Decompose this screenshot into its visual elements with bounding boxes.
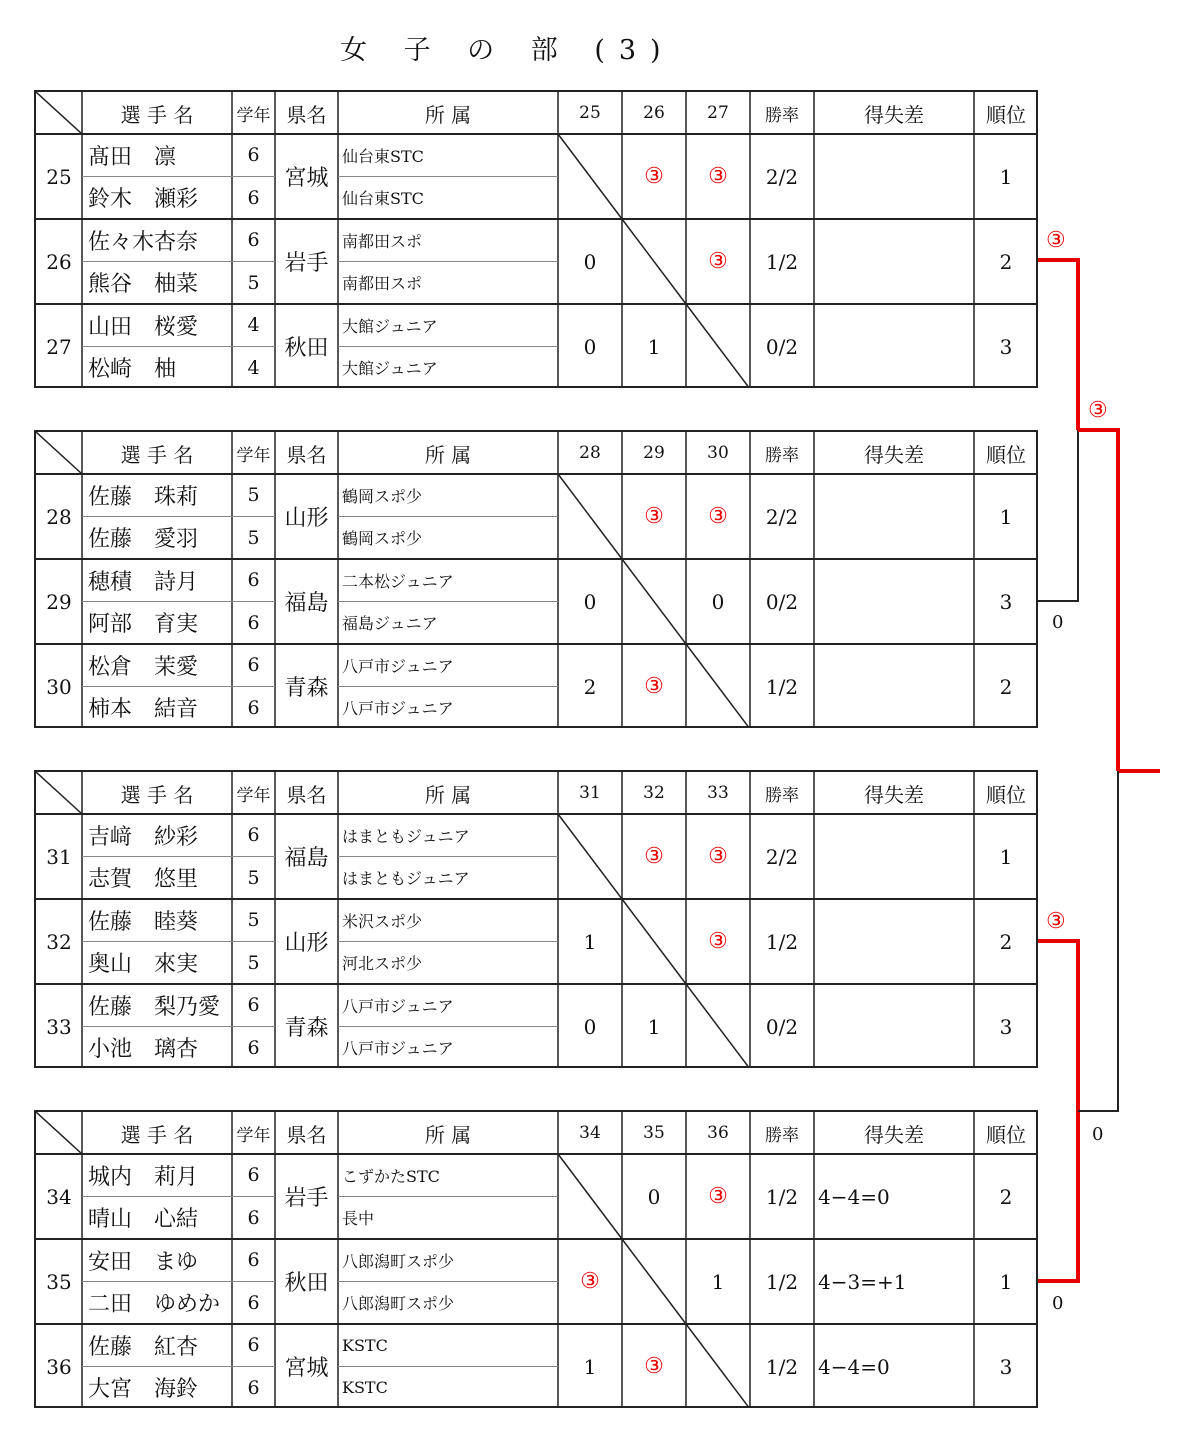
header-match-col: 25 <box>579 103 601 123</box>
player-affiliation: はまともジュニア <box>342 826 470 846</box>
match-result: ③ <box>644 1354 664 1379</box>
win-rate: 0/2 <box>765 334 799 359</box>
win-rate: 1/2 <box>765 929 799 954</box>
match-result: ③ <box>708 164 728 189</box>
header-match-col: 28 <box>579 443 601 463</box>
header-grade: 学年 <box>236 105 271 126</box>
team-rank: 3 <box>999 1354 1013 1379</box>
header-affiliation: 所 属 <box>424 782 472 807</box>
team-rank: 1 <box>999 164 1013 189</box>
player-name: 柿本 結音 <box>88 697 199 723</box>
player-affiliation: 八郎潟町スポ少 <box>342 1294 455 1314</box>
player-affiliation: 米沢スポ少 <box>342 911 423 931</box>
goal-difference: 4−4=0 <box>818 1354 890 1379</box>
player-grade: 4 <box>247 356 260 379</box>
header-win-rate: 勝率 <box>765 785 799 806</box>
player-grade: 4 <box>247 314 260 337</box>
bracket-score-semi2-loser: 0 <box>1092 1124 1104 1145</box>
player-name: 奥山 來実 <box>88 952 199 978</box>
team-number: 34 <box>46 1184 72 1209</box>
player-name: 穂積 詩月 <box>88 569 199 595</box>
player-name: 安田 まゆ <box>88 1249 199 1275</box>
player-affiliation: こずかたSTC <box>342 1166 440 1186</box>
player-grade: 6 <box>247 824 260 847</box>
team-rank: 2 <box>999 249 1013 274</box>
player-name: 山田 桜愛 <box>88 314 199 340</box>
team-number: 35 <box>46 1269 72 1294</box>
team-number: 25 <box>46 164 72 189</box>
player-grade: 5 <box>247 526 260 549</box>
player-grade: 5 <box>247 951 260 974</box>
team-number: 29 <box>46 589 72 614</box>
team-prefecture: 秋田 <box>284 336 329 361</box>
player-grade: 6 <box>247 1164 260 1187</box>
player-grade: 6 <box>247 1036 260 1059</box>
header-diff: 得失差 <box>864 442 924 467</box>
player-affiliation: 大館ジュニア <box>342 359 438 379</box>
match-result: ③ <box>708 929 728 954</box>
player-affiliation: 南都田スポ <box>342 231 423 251</box>
team-prefecture: 山形 <box>284 506 329 531</box>
team-prefecture: 福島 <box>284 591 329 616</box>
win-rate: 1/2 <box>765 1269 799 1294</box>
team-prefecture: 宮城 <box>284 166 329 191</box>
player-grade: 6 <box>247 1291 260 1314</box>
player-affiliation: 八郎潟町スポ少 <box>342 1251 455 1271</box>
header-match-col: 34 <box>579 1123 601 1143</box>
win-rate: 0/2 <box>765 1014 799 1039</box>
goal-difference: 4−3=+1 <box>818 1269 907 1294</box>
team-number: 33 <box>46 1014 72 1039</box>
team-prefecture: 岩手 <box>284 1186 329 1211</box>
player-affiliation: 仙台東STC <box>342 146 424 166</box>
player-affiliation: 長中 <box>342 1209 375 1229</box>
header-rank: 順位 <box>986 102 1026 127</box>
header-rank: 順位 <box>986 442 1026 467</box>
header-diff: 得失差 <box>864 1122 924 1147</box>
player-name: 熊谷 柚菜 <box>88 272 199 298</box>
team-prefecture: 秋田 <box>284 1271 329 1296</box>
player-affiliation: 鶴岡スポ少 <box>342 486 423 506</box>
player-grade: 6 <box>247 1206 260 1229</box>
header-match-col: 30 <box>707 443 729 463</box>
player-affiliation: 福島ジュニア <box>342 614 438 634</box>
player-affiliation: 八戸市ジュニア <box>342 996 454 1016</box>
player-grade: 6 <box>247 1334 260 1357</box>
player-affiliation: 南都田スポ <box>342 274 423 294</box>
win-rate: 2/2 <box>765 504 799 529</box>
player-grade: 5 <box>247 866 260 889</box>
header-grade: 学年 <box>236 445 271 466</box>
header-match-col: 26 <box>643 103 665 123</box>
player-affiliation: 河北スポ少 <box>342 954 423 974</box>
player-name: 佐藤 愛羽 <box>88 527 199 553</box>
team-rank: 1 <box>999 1269 1013 1294</box>
player-name: 佐々木杏奈 <box>88 229 199 255</box>
team-prefecture: 青森 <box>284 676 329 701</box>
header-affiliation: 所 属 <box>424 102 472 127</box>
team-number: 30 <box>46 674 72 699</box>
team-rank: 3 <box>999 334 1013 359</box>
team-rank: 2 <box>999 1184 1013 1209</box>
team-number: 36 <box>46 1354 72 1379</box>
player-grade: 6 <box>247 144 260 167</box>
player-name: 髙田 凛 <box>88 144 177 170</box>
win-rate: 1/2 <box>765 1184 799 1209</box>
player-name: 佐藤 珠莉 <box>88 484 199 510</box>
player-grade: 5 <box>247 484 260 507</box>
header-diff: 得失差 <box>864 782 924 807</box>
header-pref: 県名 <box>286 442 327 467</box>
player-affiliation: KSTC <box>342 1335 388 1355</box>
team-rank: 1 <box>999 504 1013 529</box>
team-rank: 2 <box>999 929 1013 954</box>
player-name: 晴山 心結 <box>88 1207 199 1233</box>
match-result: ③ <box>644 844 664 869</box>
header-affiliation: 所 属 <box>424 442 472 467</box>
bracket-line-g4 <box>1038 1111 1078 1281</box>
team-prefecture: 福島 <box>284 846 329 871</box>
match-result: ③ <box>708 1184 728 1209</box>
header-name: 選 手 名 <box>120 102 194 127</box>
team-number: 26 <box>46 249 72 274</box>
match-result: 1 <box>583 929 597 954</box>
player-affiliation: 二本松ジュニア <box>342 571 454 591</box>
bracket-line-g2 <box>1038 430 1078 601</box>
header-match-col: 32 <box>643 783 665 803</box>
bracket-score-g3-winner: ③ <box>1046 909 1066 934</box>
player-name: 松倉 茉愛 <box>88 654 199 680</box>
header-win-rate: 勝率 <box>765 445 799 466</box>
match-result: ③ <box>644 164 664 189</box>
team-rank: 2 <box>999 674 1013 699</box>
match-result: ③ <box>644 674 664 699</box>
player-grade: 6 <box>247 696 260 719</box>
match-result: 1 <box>647 1014 661 1039</box>
player-name: 松崎 柚 <box>88 357 177 383</box>
header-rank: 順位 <box>986 782 1026 807</box>
goal-difference: 4−4=0 <box>818 1184 890 1209</box>
player-affiliation: KSTC <box>342 1378 388 1398</box>
player-affiliation: 八戸市ジュニア <box>342 656 454 676</box>
bracket-line-semi1 <box>1078 430 1118 771</box>
match-result: 1 <box>647 334 661 359</box>
player-name: 吉﨑 紗彩 <box>88 824 199 850</box>
win-rate: 2/2 <box>765 164 799 189</box>
player-name: 阿部 育実 <box>88 612 199 638</box>
win-rate: 1/2 <box>765 249 799 274</box>
header-affiliation: 所 属 <box>424 1122 472 1147</box>
match-result: ③ <box>708 249 728 274</box>
player-name: 佐藤 紅杏 <box>88 1334 199 1360</box>
team-number: 31 <box>46 844 72 869</box>
player-name: 佐藤 睦葵 <box>88 909 199 935</box>
header-match-col: 31 <box>579 783 601 803</box>
header-match-col: 33 <box>707 783 729 803</box>
team-rank: 1 <box>999 844 1013 869</box>
team-prefecture: 青森 <box>284 1016 329 1041</box>
match-result: 0 <box>711 589 725 614</box>
player-grade: 6 <box>247 1376 260 1399</box>
player-affiliation: 八戸市ジュニア <box>342 1039 454 1059</box>
player-name: 大宮 海鈴 <box>88 1377 199 1403</box>
team-number: 27 <box>46 334 72 359</box>
player-grade: 6 <box>247 654 260 677</box>
bracket-score-g4-loser: 0 <box>1052 1293 1064 1314</box>
player-grade: 5 <box>247 909 260 932</box>
team-prefecture: 宮城 <box>284 1356 329 1381</box>
header-match-col: 29 <box>643 443 665 463</box>
header-name: 選 手 名 <box>120 782 194 807</box>
player-name: 鈴木 瀬彩 <box>88 187 199 213</box>
player-grade: 5 <box>247 271 260 294</box>
match-result: ③ <box>644 504 664 529</box>
player-name: 小池 璃杏 <box>88 1037 199 1063</box>
match-result: ③ <box>580 1269 600 1294</box>
team-rank: 3 <box>999 1014 1013 1039</box>
player-grade: 6 <box>247 186 260 209</box>
header-grade: 学年 <box>236 785 271 806</box>
team-number: 32 <box>46 929 72 954</box>
player-affiliation: はまともジュニア <box>342 869 470 889</box>
win-rate: 0/2 <box>765 589 799 614</box>
player-affiliation: 八戸市ジュニア <box>342 699 454 719</box>
player-name: 志賀 悠里 <box>88 867 199 893</box>
team-number: 28 <box>46 504 72 529</box>
match-result: 1 <box>583 1354 597 1379</box>
page-title: 女 子 の 部 (3) <box>340 35 675 66</box>
win-rate: 2/2 <box>765 844 799 869</box>
player-grade: 6 <box>247 569 260 592</box>
header-name: 選 手 名 <box>120 1122 194 1147</box>
bracket-line-g3 <box>1038 941 1078 1111</box>
player-grade: 6 <box>247 1249 260 1272</box>
header-match-col: 35 <box>643 1123 665 1143</box>
header-pref: 県名 <box>286 782 327 807</box>
match-result: 1 <box>711 1269 725 1294</box>
header-rank: 順位 <box>986 1122 1026 1147</box>
win-rate: 1/2 <box>765 674 799 699</box>
player-name: 佐藤 梨乃愛 <box>88 994 221 1020</box>
win-rate: 1/2 <box>765 1354 799 1379</box>
player-affiliation: 仙台東STC <box>342 189 424 209</box>
match-result: 2 <box>583 674 597 699</box>
team-prefecture: 岩手 <box>284 251 329 276</box>
player-grade: 6 <box>247 611 260 634</box>
header-diff: 得失差 <box>864 102 924 127</box>
header-pref: 県名 <box>286 1122 327 1147</box>
match-result: ③ <box>708 844 728 869</box>
header-win-rate: 勝率 <box>765 105 799 126</box>
bracket-score-g1-winner: ③ <box>1046 228 1066 253</box>
header-win-rate: 勝率 <box>765 1125 799 1146</box>
team-prefecture: 山形 <box>284 931 329 956</box>
header-match-col: 36 <box>707 1123 729 1143</box>
bracket-score-semi1-winner: ③ <box>1088 398 1108 423</box>
header-name: 選 手 名 <box>120 442 194 467</box>
bracket-line-semi2 <box>1078 771 1118 1111</box>
header-pref: 県名 <box>286 102 327 127</box>
player-grade: 6 <box>247 994 260 1017</box>
player-name: 二田 ゆめか <box>88 1292 221 1318</box>
bracket-line-g1 <box>1038 260 1078 430</box>
player-affiliation: 大館ジュニア <box>342 316 438 336</box>
match-result: 0 <box>647 1184 661 1209</box>
bracket-score-g2-loser: 0 <box>1052 612 1064 633</box>
match-result: 0 <box>583 589 597 614</box>
match-result: 0 <box>583 1014 597 1039</box>
header-match-col: 27 <box>707 103 729 123</box>
player-grade: 6 <box>247 229 260 252</box>
team-rank: 3 <box>999 589 1013 614</box>
match-result: 0 <box>583 249 597 274</box>
player-name: 城内 莉月 <box>88 1164 199 1190</box>
match-result: 0 <box>583 334 597 359</box>
match-result: ③ <box>708 504 728 529</box>
header-grade: 学年 <box>236 1125 271 1146</box>
player-affiliation: 鶴岡スポ少 <box>342 529 423 549</box>
